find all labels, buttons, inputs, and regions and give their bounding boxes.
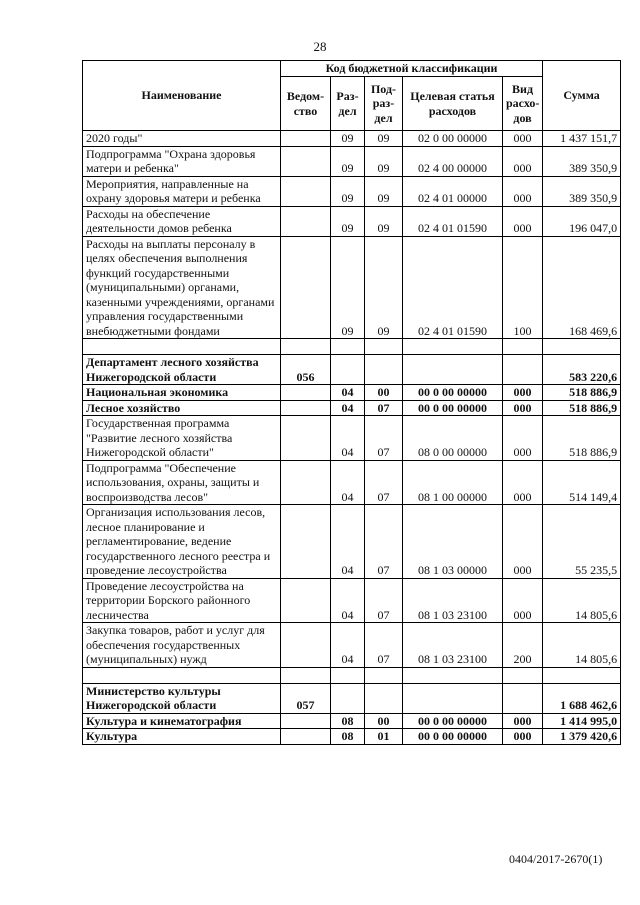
cell-expense-type: 200: [503, 623, 543, 668]
cell-expense-type: 000: [503, 400, 543, 416]
cell-podrazdel: 01: [365, 729, 403, 745]
table-row: [83, 400, 621, 416]
cell-target-article: 02 4 00 00000: [403, 146, 503, 176]
empty-cell: [543, 667, 621, 683]
cell-vedomstvo: 057: [281, 683, 331, 713]
empty-cell: [365, 667, 403, 683]
cell-razdel: 04: [331, 578, 365, 623]
cell-vedomstvo: [281, 713, 331, 729]
cell-podrazdel: 07: [365, 400, 403, 416]
cell-expense-type: 000: [503, 131, 543, 147]
cell-target-article: 02 4 01 01590: [403, 236, 503, 339]
table-row: [83, 416, 621, 461]
cell-amount: 14 805,6: [543, 578, 621, 623]
cell-amount: 1 437 151,7: [543, 131, 621, 147]
cell-expense-type: 000: [503, 578, 543, 623]
cell-target-article: 08 1 00 00000: [403, 460, 503, 505]
cell-name: 2020 годы": [83, 131, 281, 147]
document-code: 0404/2017-2670(1): [509, 852, 603, 866]
cell-name: Культура и кинематография: [83, 713, 281, 729]
cell-razdel: 08: [331, 713, 365, 729]
table-row: [83, 176, 621, 206]
cell-amount: 168 469,6: [543, 236, 621, 339]
cell-razdel: 04: [331, 385, 365, 401]
cell-expense-type: 000: [503, 206, 543, 236]
cell-razdel: 09: [331, 146, 365, 176]
cell-podrazdel: 09: [365, 146, 403, 176]
empty-cell: [281, 667, 331, 683]
empty-cell: [503, 667, 543, 683]
cell-podrazdel: 00: [365, 713, 403, 729]
table-row: [83, 131, 621, 147]
cell-target-article: [403, 683, 503, 713]
cell-podrazdel: 07: [365, 623, 403, 668]
cell-razdel: 09: [331, 176, 365, 206]
cell-amount: 196 047,0: [543, 206, 621, 236]
cell-podrazdel: 09: [365, 131, 403, 147]
header-amount: Сумма: [543, 61, 621, 131]
table-row: [83, 729, 621, 745]
cell-name: Расходы на выплаты персоналу в целях обеспечения выполнения функций государственными (муниципальными) органами, казенными учреждениями, органами управления государственными внебюджетными фондами: [83, 236, 281, 339]
cell-expense-type: 000: [503, 713, 543, 729]
cell-vedomstvo: [281, 505, 331, 579]
table-body: [83, 131, 621, 745]
cell-podrazdel: 07: [365, 578, 403, 623]
cell-target-article: 08 1 03 23100: [403, 578, 503, 623]
cell-target-article: 00 0 00 00000: [403, 400, 503, 416]
header-code-group: Код бюджетной классификации: [281, 61, 543, 77]
cell-amount: 389 350,9: [543, 176, 621, 206]
cell-razdel: 09: [331, 131, 365, 147]
empty-cell: [331, 339, 365, 355]
cell-name: Расходы на обеспечение деятельности домов ребенка: [83, 206, 281, 236]
cell-name: Мероприятия, направленные на охрану здоровья матери и ребенка: [83, 176, 281, 206]
header-razdel: Раз-дел: [331, 77, 365, 131]
cell-vedomstvo: [281, 236, 331, 339]
header-target-article: Целевая статья расходов: [403, 77, 503, 131]
cell-expense-type: 000: [503, 146, 543, 176]
cell-target-article: 08 1 03 23100: [403, 623, 503, 668]
cell-name: Организация использования лесов, лесное планирование и регламентирование, ведение государственного лесного реестра и проведение лесоустройства: [83, 505, 281, 579]
cell-name: Лесное хозяйство: [83, 400, 281, 416]
cell-vedomstvo: [281, 385, 331, 401]
cell-target-article: 00 0 00 00000: [403, 729, 503, 745]
table-row: [83, 713, 621, 729]
header-expense-type: Вид расхо-дов: [503, 77, 543, 131]
cell-razdel: 04: [331, 400, 365, 416]
cell-vedomstvo: [281, 729, 331, 745]
cell-amount: 518 886,9: [543, 400, 621, 416]
cell-amount: 1 414 995,0: [543, 713, 621, 729]
cell-name: Закупка товаров, работ и услуг для обеспечения государственных (муниципальных) нужд: [83, 623, 281, 668]
empty-cell: [83, 667, 281, 683]
cell-target-article: 08 0 00 00000: [403, 416, 503, 461]
empty-cell: [281, 339, 331, 355]
table-row: [83, 236, 621, 339]
cell-target-article: 00 0 00 00000: [403, 385, 503, 401]
cell-podrazdel: 09: [365, 206, 403, 236]
cell-razdel: [331, 683, 365, 713]
table-row: [83, 578, 621, 623]
cell-vedomstvo: 056: [281, 355, 331, 385]
cell-vedomstvo: [281, 400, 331, 416]
table-row: [83, 460, 621, 505]
cell-amount: 514 149,4: [543, 460, 621, 505]
cell-name: Департамент лесного хозяйства Нижегородской области: [83, 355, 281, 385]
cell-expense-type: 100: [503, 236, 543, 339]
cell-razdel: 09: [331, 236, 365, 339]
cell-podrazdel: 09: [365, 236, 403, 339]
cell-amount: 518 886,9: [543, 416, 621, 461]
cell-vedomstvo: [281, 206, 331, 236]
table-row: [83, 623, 621, 668]
cell-vedomstvo: [281, 460, 331, 505]
table-row: [83, 683, 621, 713]
cell-amount: 518 886,9: [543, 385, 621, 401]
cell-expense-type: 000: [503, 505, 543, 579]
empty-cell: [543, 339, 621, 355]
empty-cell: [331, 667, 365, 683]
cell-vedomstvo: [281, 416, 331, 461]
cell-podrazdel: 09: [365, 176, 403, 206]
cell-target-article: 02 4 01 01590: [403, 206, 503, 236]
cell-podrazdel: [365, 683, 403, 713]
cell-razdel: 04: [331, 416, 365, 461]
cell-podrazdel: 07: [365, 460, 403, 505]
header-podrazdel: Под-раз-дел: [365, 77, 403, 131]
cell-name: Национальная экономика: [83, 385, 281, 401]
empty-cell: [365, 339, 403, 355]
header-name: Наименование: [83, 61, 281, 131]
table-row: [83, 206, 621, 236]
cell-expense-type: [503, 355, 543, 385]
cell-vedomstvo: [281, 131, 331, 147]
cell-name: Подпрограмма "Охрана здоровья матери и ребенка": [83, 146, 281, 176]
cell-name: Культура: [83, 729, 281, 745]
cell-target-article: 02 4 01 00000: [403, 176, 503, 206]
cell-podrazdel: [365, 355, 403, 385]
cell-vedomstvo: [281, 146, 331, 176]
cell-amount: 389 350,9: [543, 146, 621, 176]
empty-cell: [403, 667, 503, 683]
cell-target-article: 00 0 00 00000: [403, 713, 503, 729]
cell-target-article: 02 0 00 00000: [403, 131, 503, 147]
cell-razdel: 04: [331, 505, 365, 579]
page-number: 28: [313, 39, 327, 54]
cell-razdel: 04: [331, 623, 365, 668]
cell-expense-type: [503, 683, 543, 713]
cell-expense-type: 000: [503, 729, 543, 745]
spacer-row: [83, 339, 621, 355]
budget-table: [82, 60, 621, 745]
cell-expense-type: 000: [503, 460, 543, 505]
table-row: [83, 385, 621, 401]
cell-name: Министерство культуры Нижегородской области: [83, 683, 281, 713]
header-vedomstvo: Ведом-ство: [281, 77, 331, 131]
cell-expense-type: 000: [503, 176, 543, 206]
cell-expense-type: 000: [503, 385, 543, 401]
cell-amount: 14 805,6: [543, 623, 621, 668]
cell-amount: 583 220,6: [543, 355, 621, 385]
table-row: [83, 146, 621, 176]
cell-target-article: 08 1 03 00000: [403, 505, 503, 579]
cell-amount: 1 688 462,6: [543, 683, 621, 713]
cell-expense-type: 000: [503, 416, 543, 461]
cell-podrazdel: 07: [365, 416, 403, 461]
cell-podrazdel: 07: [365, 505, 403, 579]
cell-name: Проведение лесоустройства на территории Борского районного лесничества: [83, 578, 281, 623]
table-row: [83, 355, 621, 385]
cell-vedomstvo: [281, 578, 331, 623]
cell-razdel: 04: [331, 460, 365, 505]
cell-podrazdel: 00: [365, 385, 403, 401]
cell-name: Подпрограмма "Обеспечение использования, охраны, защиты и воспроизводства лесов": [83, 460, 281, 505]
table-row: [83, 505, 621, 579]
cell-razdel: [331, 355, 365, 385]
empty-cell: [403, 339, 503, 355]
empty-cell: [83, 339, 281, 355]
cell-name: Государственная программа "Развитие лесного хозяйства Нижегородской области": [83, 416, 281, 461]
cell-target-article: [403, 355, 503, 385]
cell-vedomstvo: [281, 176, 331, 206]
cell-amount: 1 379 420,6: [543, 729, 621, 745]
empty-cell: [503, 339, 543, 355]
cell-razdel: 09: [331, 206, 365, 236]
cell-vedomstvo: [281, 623, 331, 668]
cell-razdel: 08: [331, 729, 365, 745]
spacer-row: [83, 667, 621, 683]
cell-amount: 55 235,5: [543, 505, 621, 579]
